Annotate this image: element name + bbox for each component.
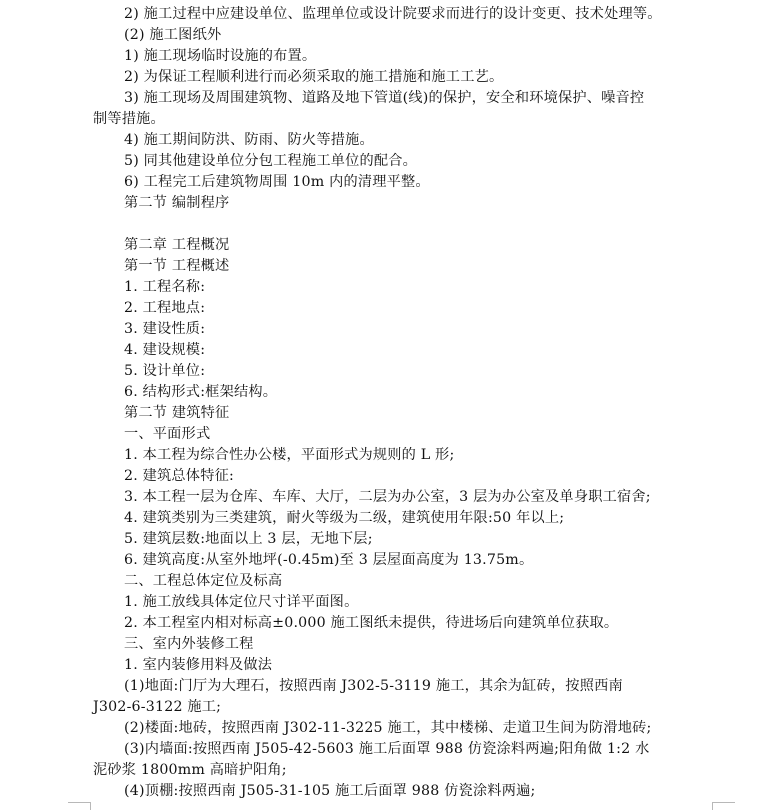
- chapter-heading: 第二章 工程概况: [124, 237, 230, 253]
- doc-line: 1. 室内装修用料及做法: [124, 657, 273, 673]
- doc-line: 3) 施工现场及周围建筑物、道路及地下管道(线)的保护，安全和环境保护、噪音控: [124, 90, 645, 106]
- doc-line: 4. 建筑类别为三类建筑，耐火等级为二级，建筑使用年限:50 年以上;: [124, 510, 565, 526]
- doc-line: (1)地面:门厅为大理石，按照西南 J302-5-3119 施工，其余为缸砖，按照西南: [124, 678, 623, 694]
- subsection-heading: 三、室内外装修工程: [124, 636, 254, 652]
- doc-line: (3)内墙面:按照西南 J505-42-5603 施工后面罩 988 仿瓷涂料两遍;阳角做 1:2 水: [124, 741, 650, 757]
- doc-line: 5. 设计单位:: [124, 363, 206, 379]
- doc-line: (4)顶棚:按照西南 J505-31-105 施工后面罩 988 仿瓷涂料两遍;: [124, 783, 536, 799]
- doc-line: 泥砂浆 1800mm 高暗护阳角;: [93, 762, 287, 778]
- doc-line: (2)楼面:地砖，按照西南 J302-11-3225 施工，其中楼梯、走道卫生间为防滑地砖;: [124, 720, 652, 736]
- doc-line: (2) 施工图纸外: [124, 27, 222, 43]
- doc-line: 2) 施工过程中应建设单位、监理单位或设计院要求而进行的设计变更、技术处理等。: [124, 6, 662, 22]
- doc-line: 6. 结构形式:框架结构。: [124, 384, 278, 400]
- subsection-heading: 一、平面形式: [124, 426, 211, 442]
- section-heading: 第一节 工程概述: [124, 258, 230, 274]
- doc-line: 6) 工程完工后建筑物周围 10m 内的清理平整。: [124, 174, 430, 190]
- doc-line: 2. 建筑总体特征:: [124, 468, 234, 484]
- section-heading: 第二节 建筑特征: [124, 405, 230, 421]
- subsection-heading: 二、工程总体定位及标高: [124, 573, 283, 589]
- doc-line: J302-6-3122 施工;: [93, 699, 222, 715]
- doc-line: 1. 施工放线具体定位尺寸详平面图。: [124, 594, 359, 610]
- section-heading: 第二节 编制程序: [124, 195, 230, 211]
- doc-line: 制等措施。: [93, 111, 165, 127]
- doc-line: 5) 同其他建设单位分包工程施工单位的配合。: [124, 153, 418, 169]
- doc-line: 2) 为保证工程顺利进行而必须采取的施工措施和施工工艺。: [124, 69, 504, 85]
- doc-line: 6. 建筑高度:从室外地坪(-0.45m)至 3 层屋面高度为 13.75m。: [124, 552, 534, 568]
- doc-line: 4. 建设规模:: [124, 342, 206, 358]
- doc-line: 1. 工程名称:: [124, 279, 206, 295]
- doc-line: 2. 本工程室内相对标高±0.000 施工图纸未提供，待进场后向建筑单位获取。: [124, 615, 619, 631]
- doc-line: 1) 施工现场临时设施的布置。: [124, 48, 317, 64]
- doc-line: 5. 建筑层数:地面以上 3 层，无地下层;: [124, 531, 373, 547]
- doc-line: 1. 本工程为综合性办公楼，平面形式为规则的 L 形;: [124, 447, 455, 463]
- doc-line: 3. 建设性质:: [124, 321, 206, 337]
- doc-line: 2. 工程地点:: [124, 300, 206, 316]
- doc-line: 3. 本工程一层为仓库、车库、大厅，二层为办公室，3 层为办公室及单身职工宿舍;: [124, 489, 651, 505]
- doc-line: 4) 施工期间防洪、防雨、防火等措施。: [124, 132, 374, 148]
